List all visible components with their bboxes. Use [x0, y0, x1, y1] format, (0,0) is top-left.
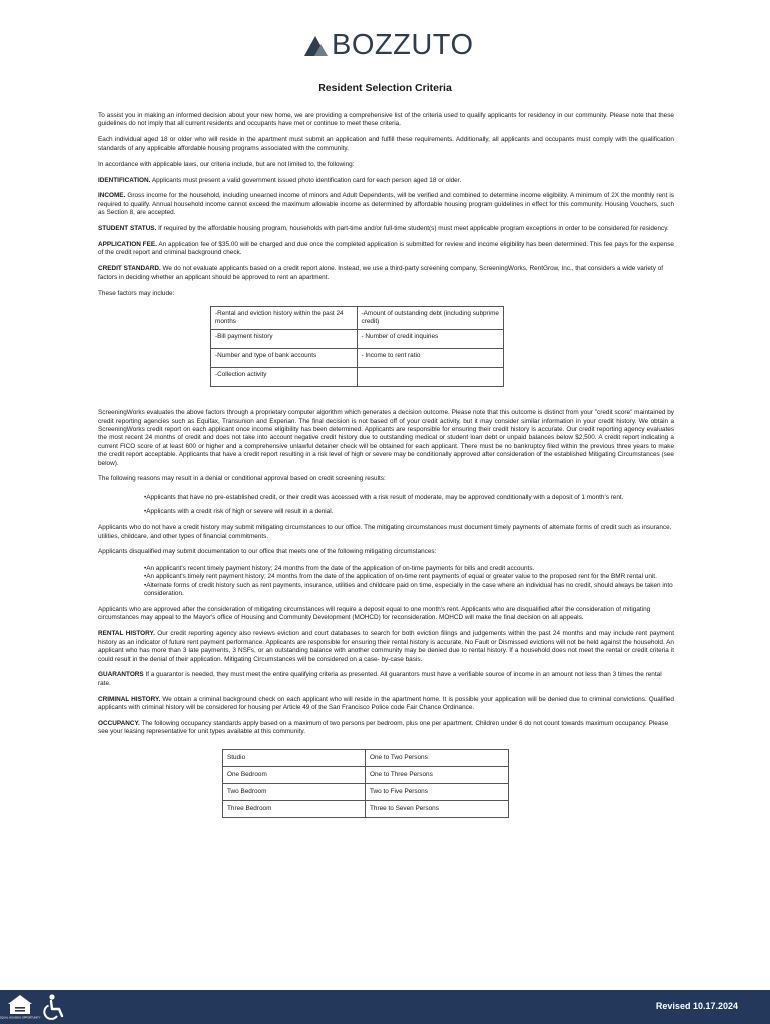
fee-text: An application fee of $35.00 will be charged and due once the completed application is submitted for review and income eligibility has been determined. This fee pays for the expense of the credit report and criminal background check. [98, 241, 674, 257]
table-cell: -Rental and eviction history within the past 24 months [211, 307, 358, 330]
credit-section [98, 265, 674, 282]
occupancy-section [98, 720, 674, 737]
intro-paragraph: To assist you in making an informed decision about your new home, we are providing a comprehensive list of the criteria used to qualify applicants for residency in our community. Please note that these guidelines do not imply that all current residents and occupants have met or continue to meet these criteria. [98, 112, 674, 128]
fee-heading: APPLICATION FEE. [98, 241, 157, 249]
document-body [98, 112, 674, 818]
eligibility-paragraph: Each individual aged 18 or older who will reside in the apartment must submit an application and fulfill these requirements. Additionally, all applicants and occupants must comply with the qualification standards of any applicable affordable housing programs associated with the community. [98, 136, 674, 152]
wheelchair-accessible-icon [40, 993, 68, 1021]
criminal-heading: CRIMINAL HISTORY. [98, 695, 161, 703]
table-cell: Studio [223, 749, 366, 766]
table-row [223, 749, 509, 766]
table-cell: Two to Five Persons [366, 783, 509, 800]
table-cell: One Bedroom [223, 766, 366, 783]
criminal-section [98, 696, 674, 713]
occupancy-heading: OCCUPANCY. [98, 720, 140, 728]
screening-paragraph: ScreeningWorks evaluates the above factors through a proprietary computer algorithm which generates a decision outcome. Please note that this outcome is distinct from your "credit score" maintained by credit reporting agencies such as Equifax, Transunion and Experian. The final decision is not based off of your credit activity, but it may consider similar information in your credit history. We obtain a ScreeningWorks credit report on each applicant once income eligibility has been determined. Applicants are responsible for ensuring their credit history is accurate. Our credit reporting agency evaluates the most recent 24 months of credit and does not take into account negative credit history due to outstanding medical or student loan debt or unpaid balances below $2,500. A credit report indicating a current FICO score of at least 600 or higher and a comprehensive unlawful detainer check will be obtained for each applicant. There must be no bankruptcy filed within the previous three years to make the credit report acceptable. Applicants that have a credit report resulting in a risk level of high or severe may be conditionally approved after consideration of the established Mitigating Circumstances (see below). [98, 409, 674, 467]
table-row [223, 800, 509, 817]
list-item: •Alternate forms of credit history such as rent payments, insurance, utilities and childcare paid on time, especially in the case where an individual has no credit, should always be taken into consideration. [144, 581, 673, 598]
fee-section [98, 241, 674, 258]
identification-heading: IDENTIFICATION. [98, 176, 151, 184]
table-cell: Three Bedroom [223, 800, 366, 817]
student-section [98, 225, 674, 233]
rental-heading: RENTAL HISTORY. [98, 630, 155, 638]
table-cell: -Bill payment history [211, 330, 358, 349]
table-cell: One to Three Persons [366, 766, 509, 783]
income-text: Gross income for the household, including unearned income of minors and Adult Dependents, will be verified and combined to determine income eligibility. A minimum of 2X the monthly rent is required to qualify. Annual household income cannot exceed the maximum allowable income as determined by affordable housing program guidelines in effect for this community. Housing Vouchers, such as Section 8, are accepted. [98, 192, 674, 217]
credit-text: We do not evaluate applicants based on a credit report alone. Instead, we use a third-party screening company, ScreeningWorks, RentGrow, Inc., that considers a wide variety of factors in deciding whether an applicant should be approved to rent an apartment. [98, 265, 664, 281]
guarantors-text: If a guarantor is needed, they must meet the entire qualifying criteria as presented. All guarantors must have a verifiable source of income in an amount not less than 3 times the rental rate. [98, 671, 662, 687]
credit-heading: CREDIT STANDARD. [98, 265, 161, 273]
student-heading: STUDENT STATUS. [98, 225, 157, 233]
table-row [211, 349, 504, 368]
table-row [223, 783, 509, 800]
criminal-text: We obtain a criminal background check on each applicant who will reside in the apartment home. It is possible your application will be denied due to criminal convictions. Qualified applicants with criminal history will be considered for housing per Article 49 of the San Francisco Police code Fair Chance Ordinance. [98, 695, 674, 712]
reasons-intro: The following reasons may result in a denial or conditional approval based on credit screening results: [98, 475, 386, 483]
income-heading: INCOME. [98, 192, 126, 200]
reasons-list [98, 494, 674, 517]
table-cell: -Number and type of bank accounts [211, 349, 358, 368]
guarantors-heading: GUARANTORS [98, 671, 144, 679]
factors-table [210, 306, 504, 387]
table-cell: - Income to rent ratio [357, 349, 504, 368]
page-title: Resident Selection Criteria [318, 82, 452, 94]
identification-section [98, 177, 674, 185]
table-cell: Three to Seven Persons [366, 800, 509, 817]
occupancy-table [222, 749, 509, 818]
list-item: •Applicants with a credit risk of high or severe will result in a denial. [144, 508, 334, 516]
rental-text: Our credit reporting agency also reviews eviction and court databases to search for both eviction filings and judgements within the past 24 months and may include rent payment history as an indicator of future rent payment performance. Applicants are responsible for ensuring their rental history is accurate. No Fault or Dismissed evictions will not be held against the household. An applicant who has more than 3 late payments, 3 NSFs, or an outstanding balance with another community may be denied due to rental history. If a household does not meet the rental or credit criteria it could result in the denial of their application. Mitigating Circumstances will be considered on a case- by-case basis. [98, 630, 674, 663]
table-cell: Two Bedroom [223, 783, 366, 800]
table-cell [357, 368, 504, 387]
table-row [223, 766, 509, 783]
table-row [211, 307, 504, 330]
disqualified-paragraph: Applicants disqualified may submit documentation to our office that meets one of the following mitigating circumstances: [98, 548, 437, 556]
equal-housing-opportunity-icon [0, 994, 41, 1020]
mitigating-list [98, 565, 674, 599]
student-text: If required by the affordable housing program, households with part-time and/or full-time student(s) must meet applicable program exceptions in order to be considered for residency. [156, 225, 669, 233]
table-cell: - Number of credit inquiries [357, 330, 504, 349]
income-section [98, 192, 674, 217]
criteria-intro: In accordance with applicable laws, our criteria include, but are not limited to, the following: [98, 160, 355, 168]
approved-paragraph: Applicants who are approved after the consideration of mitigating circumstances will require a deposit equal to one month's rent. Applicants who are disqualified after the consideration of mitigating circumstances may appeal to the Mayor's office of Housing and Community Development (MOHCD) for reconsideration. MOHCD will make the final decision on all appeals. [98, 606, 651, 622]
table-cell: -Amount of outstanding debt (including subprime credit) [357, 307, 504, 330]
footer-bar [0, 990, 770, 1024]
occupancy-text: The following occupancy standards apply based on a maximum of two persons per bedroom, plus one per apartment. Children under 6 do not count towards maximum occupancy. Please see your leasing representative for unit types available at this community. [98, 720, 669, 736]
list-item: •An applicant's recent timely payment history; 24 months from the date of the application of on-time payments for bills and credit accounts. [144, 564, 535, 572]
guarantors-section [98, 671, 674, 688]
no-credit-paragraph: Applicants who do not have a credit history may submit mitigating circumstances to our office. The mitigating circumstances must document timely payments of alternate forms of credit such as insurance, utilities, childcare, and other types of financial commitments. [98, 524, 672, 540]
table-row [211, 330, 504, 349]
list-item: •An applicant's timely rent payment history; 24 months from the date of the application of on-time rent payments of equal or greater value to the proposed rent for the BMR rental unit. [144, 573, 657, 581]
logo-text: BOZZUTO [332, 29, 474, 61]
factors-intro: These factors may include: [98, 289, 175, 297]
table-cell: -Collection activity [211, 368, 358, 387]
rental-section [98, 630, 674, 664]
table-row [211, 368, 504, 387]
table-cell: One to Two Persons [366, 749, 509, 766]
identification-text: Applicants must present a valid government issued photo identification card for each person aged 18 or older. [150, 176, 462, 184]
list-item: •Applicants that have no pre-established credit, or their credit was accessed with a risk result of moderate, may be approved conditionally with a deposit of 1 month's rent. [144, 493, 624, 501]
revised-date: Revised 10.17.2024 [655, 1001, 738, 1011]
mountain-triangle-icon [302, 33, 330, 57]
company-logo [302, 30, 474, 60]
eho-text: EQUAL HOUSING OPPORTUNITY [0, 1016, 41, 1020]
